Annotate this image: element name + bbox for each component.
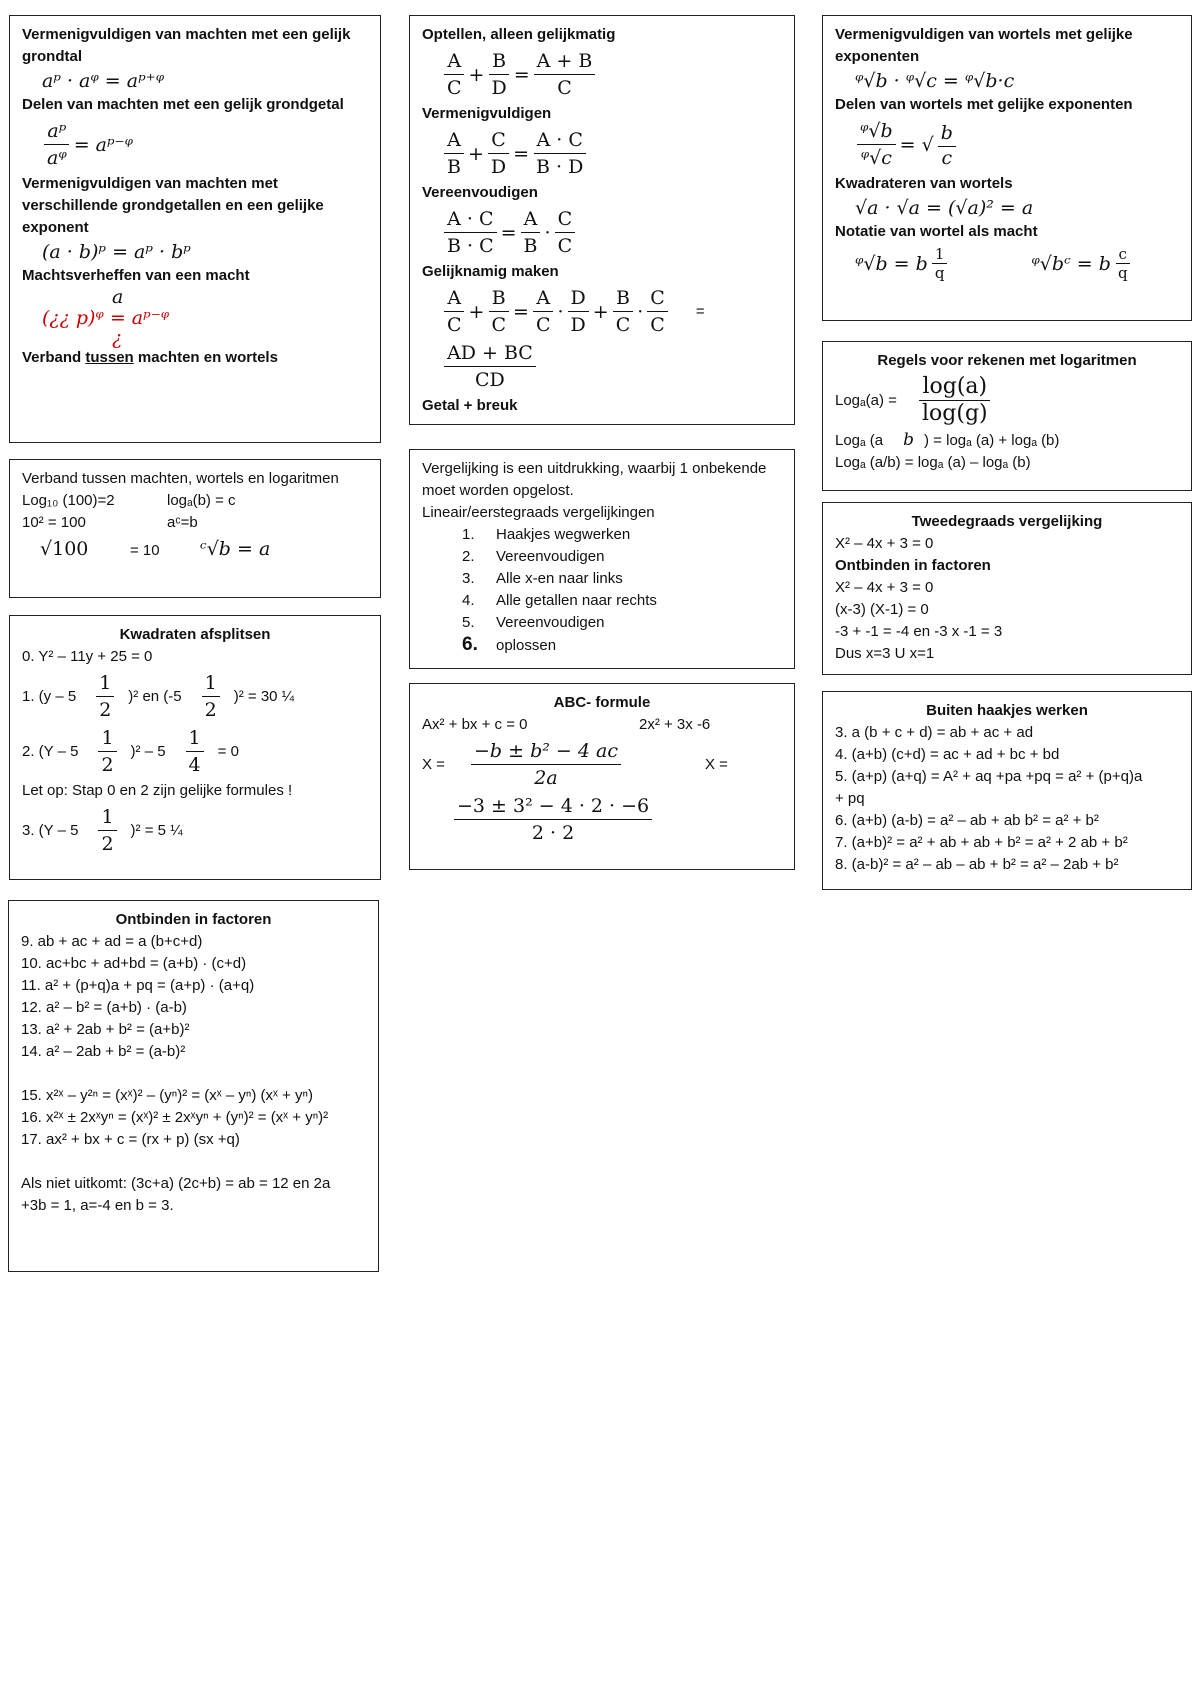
list-item: 10. ac+bc + ad+bd = (a+b) · (c+d): [21, 955, 247, 972]
log-rules-title: Regels voor rekenen met logaritmen: [877, 352, 1137, 369]
step-text: Vereenvoudigen: [496, 548, 605, 565]
intro-text: Verband tussen machten, wortels en logaritmen: [22, 470, 339, 487]
step-1: 1. (y – 5 $\frac{1}{2}$ )² en (-5 $\frac{1}{2}$ )² = 30 ¼: [22, 672, 295, 721]
list-item: 4. (a+b) (c+d) = ac + ad + bc + bd: [835, 746, 1060, 763]
log-rules-box: [822, 341, 1192, 491]
roots-box: [822, 15, 1192, 321]
list-item: 15. x²ˣ – y²ⁿ = (xˣ)² – (yⁿ)² = (xˣ – yⁿ) (xˣ + yⁿ): [21, 1087, 314, 1104]
formula-common-denominator: $\frac{A}{C}$ + $\frac{B}{C}$ = $\frac{A}{C}$ · $\frac{D}{D}$ + $\frac{B}{C}$ · $\frac{C}{C}$ =: [442, 285, 782, 338]
factoring-title: Ontbinden in factoren: [115, 911, 272, 928]
quadratic-title: Tweedegraads vergelijking: [911, 513, 1103, 530]
heading-simplify: Vereenvoudigen: [422, 184, 538, 201]
formula-add-fractions: $\frac{A}{C}$ + $\frac{B}{D}$ = $\frac{A + B}{C}$: [442, 48, 782, 101]
powers-roots-logs-box: [9, 459, 381, 598]
formula-root-as-power: ᵠ√b = b $\frac{1}{q}$ ᵠ√bᶜ = b $\frac{c}{q}$: [855, 245, 1179, 282]
list-item: 3. a (b + c + d) = ab + ac + ad: [835, 724, 1034, 741]
step-item: [462, 524, 782, 546]
step-text: Alle x-en naar links: [496, 570, 623, 587]
list-item: [21, 1063, 366, 1085]
formula-multiply-powers: aᵖ · aᵠ = aᵖ⁺ᵠ: [42, 70, 165, 92]
formula-divide-roots: $\frac{\text{ᵠ√b}}{\text{ᵠ√c}}$ = √ $\frac{b}{c}$: [855, 118, 1179, 171]
step-text: oplossen: [496, 637, 557, 654]
heading-root-as-power: Notatie van wortel als macht: [835, 223, 1038, 240]
power-example-row: 10² = 100 aᶜ=b: [22, 514, 198, 531]
step-number: 5.: [462, 614, 475, 631]
completing-square-title: Kwadraten afsplitsen: [119, 626, 271, 643]
step-item: [462, 634, 782, 657]
step-item: [462, 568, 782, 590]
quadratic-box: [822, 502, 1192, 675]
heading-different-bases: Vermenigvuldigen van machten met verschillende grondgetallen en een gelijke exponent: [22, 175, 324, 236]
heading-multiply-powers: Vermenigvuldigen van machten met een gelijk grondtal: [22, 26, 351, 65]
step-number: 1.: [462, 526, 475, 543]
list-item: + pq: [835, 790, 865, 807]
step-2: 2. (Y – 5 $\frac{1}{2}$ )² – 5 $\frac{1}{4}$ = 0: [22, 727, 239, 776]
expand-lines: [835, 722, 1179, 876]
formula-power-of-power: (¿¿ p)ᵠ = aᵖ⁻ᵠ: [42, 307, 170, 329]
heading-number-plus-fraction: Getal + breuk: [422, 397, 518, 414]
completing-square-box: [9, 615, 381, 880]
step-number: 3.: [462, 570, 475, 587]
list-item: 9. ab + ac + ad = a (b+c+d): [21, 933, 203, 950]
fractions-box: [409, 15, 795, 425]
step-number: 2.: [462, 548, 475, 565]
abc-example-row: $\frac{\text{−3 ± 3² − 4 · 2 · −6}}{2 \cdot 2}$: [452, 793, 782, 846]
formula-common-result: $\frac{AD + BC}{CD}$: [442, 340, 782, 393]
abc-title: ABC- formule: [553, 694, 651, 711]
abc-formula-box: [409, 683, 795, 870]
log-example-row: Log₁₀ (100)=2 logₐ(b) = c: [22, 492, 236, 509]
formula-multiply-roots: ᵠ√b · ᵠ√c = ᵠ√b·c: [855, 70, 1015, 92]
step-item: [462, 612, 782, 634]
list-item: +3b = 1, a=-4 en b = 3.: [21, 1197, 174, 1214]
factoring-box: [8, 900, 379, 1272]
list-item: 5. (a+p) (a+q) = A² + aq +pa +pq = a² + (p+q)a: [835, 768, 1143, 785]
linear-subtitle: Lineair/eerstegraads vergelijkingen: [422, 504, 655, 521]
list-item: 17. ax² + bx + c = (rx + p) (sx +q): [21, 1131, 240, 1148]
heading-common-denominator: Gelijknamig maken: [422, 263, 559, 280]
heading-power-of-power: Machtsverheffen van een macht: [22, 267, 250, 284]
step-text: Haakjes wegwerken: [496, 526, 631, 543]
list-item: 6. (a+b) (a-b) = a² – ab + ab b² = a² + b²: [835, 812, 1099, 829]
formula-simplify: $\frac{A \cdot C}{B \cdot C}$ = $\frac{A}{B}$ · $\frac{C}{C}$: [442, 206, 782, 259]
step-number: 6.: [462, 634, 478, 655]
heading-divide-roots: Delen van wortels met gelijke exponenten: [835, 96, 1133, 113]
note-text: Let op: Stap 0 en 2 zijn gelijke formules !: [22, 782, 293, 799]
abc-formula-row: X = $\frac{\text{−b ± b² − 4 ac}}{2a}$ X =: [422, 740, 728, 789]
list-item: Dus x=3 U x=1: [835, 645, 935, 662]
log-product-rule: Logₐ (a b ) = logₐ (a) + logₐ (b): [835, 430, 1060, 450]
heading-multiply-fractions: Vermenigvuldigen: [422, 105, 552, 122]
list-item: [21, 1151, 366, 1173]
list-item: X² – 4x + 3 = 0: [835, 579, 934, 596]
log-change-base: Logₐ(a) = $\frac{\log(a)}{\log(g)}$: [835, 374, 1179, 427]
formula-multiply-fractions: $\frac{A}{B}$ + $\frac{C}{D}$ = $\frac{A \cdot C}{B \cdot D}$: [442, 127, 782, 180]
list-item: 16. x²ˣ ± 2xˣyⁿ = (xˣ)² ± 2xˣyⁿ + (yⁿ)² = (xˣ + yⁿ)²: [21, 1109, 329, 1126]
heading-divide-powers: Delen van machten met een gelijk grondgetal: [22, 96, 344, 113]
quadratic-lines: [835, 533, 1179, 665]
formula-divide-powers: $\frac{\text{aᵖ}}{\text{aᵠ}}$ = aᵖ⁻ᵠ: [42, 118, 368, 171]
heading-square-roots: Kwadrateren van wortels: [835, 175, 1013, 192]
heading-powers-roots-link: Verband tussen machten en wortels: [22, 349, 278, 366]
formula-square-roots: √a · √a = (√a)² = a: [855, 197, 1034, 219]
list-item: -3 + -1 = -4 en -3 x -1 = 3: [835, 623, 1003, 640]
step-text: Vereenvoudigen: [496, 614, 605, 631]
heading-multiply-roots: Vermenigvuldigen van wortels met gelijke exponenten: [835, 26, 1133, 65]
step-number: 4.: [462, 592, 475, 609]
formula-power-top: a: [112, 286, 124, 308]
list-item: 14. a² – 2ab + b² = (a-b)²: [21, 1043, 186, 1060]
abc-general-row: Ax² + bx + c = 0 2x² + 3x -6: [422, 716, 711, 733]
expand-brackets-title: Buiten haakjes werken: [926, 702, 1088, 719]
step-text: Alle getallen naar rechts: [496, 592, 657, 609]
formula-different-bases: (a · b)ᵖ = aᵖ · bᵖ: [42, 241, 191, 263]
list-item: 13. a² + 2ab + b² = (a+b)²: [21, 1021, 190, 1038]
formula-power-bottom: ¿: [112, 327, 123, 349]
equations-box: [409, 449, 795, 669]
steps-list: [422, 524, 782, 657]
list-item: X² – 4x + 3 = 0: [835, 535, 934, 552]
list-item: 11. a² + (p+q)a + pq = (a+p) · (a+q): [21, 977, 255, 994]
heading-add-fractions: Optellen, alleen gelijkmatig: [422, 26, 616, 43]
factoring-lines: [21, 931, 366, 1217]
expand-brackets-box: [822, 691, 1192, 890]
list-item: 12. a² – b² = (a+b) · (a-b): [21, 999, 187, 1016]
list-item: 8. (a-b)² = a² – ab – ab + b² = a² – 2ab + b²: [835, 856, 1119, 873]
equation-intro: Vergelijking is een uitdrukking, waarbij 1 onbekende moet worden opgelost.: [422, 460, 767, 499]
list-item: Als niet uitkomt: (3c+a) (2c+b) = ab = 12 en 2a: [21, 1175, 331, 1192]
powers-box: [9, 15, 381, 443]
step-item: [462, 546, 782, 568]
list-item: Ontbinden in factoren: [835, 557, 991, 574]
list-item: (x-3) (X-1) = 0: [835, 601, 929, 618]
log-quotient-rule: Logₐ (a/b) = logₐ (a) – logₐ (b): [835, 454, 1031, 471]
step-0: 0. Y² – 11y + 25 = 0: [22, 648, 153, 665]
list-item: 7. (a+b)² = a² + ab + ab + b² = a² + 2 ab + b²: [835, 834, 1128, 851]
step-item: [462, 590, 782, 612]
step-3: 3. (Y – 5 $\frac{1}{2}$ )² = 5 ¼: [22, 806, 183, 855]
root-example-row: √100 = 10 ᶜ√b = a: [40, 538, 271, 560]
